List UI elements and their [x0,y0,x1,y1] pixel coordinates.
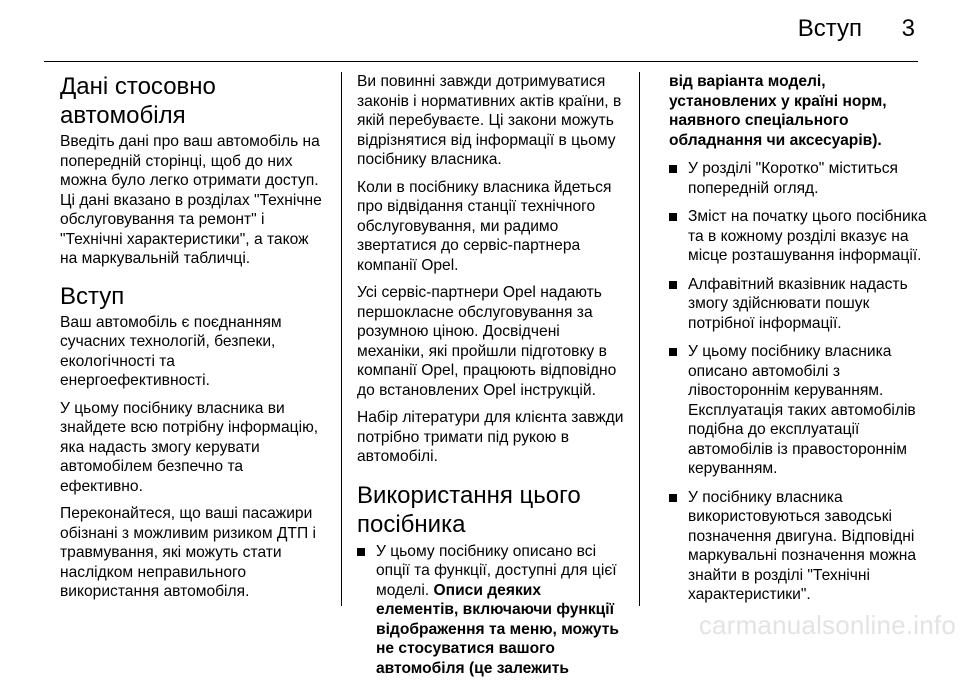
column-1 [60,72,328,610]
column-2 [357,72,625,687]
watermark: carmanualsonline.info [698,610,956,640]
page-header [0,0,960,62]
bullet-list [357,542,625,679]
column-divider-2 [639,72,640,606]
list-item [669,275,934,334]
bullet-square-icon [669,213,677,221]
bullet-text: У розділі "Коротко" міститься попередній огляд. [688,160,898,197]
page-number: 3 [901,15,915,42]
list-item [669,488,934,605]
paragraph: Введіть дані про ваш автомобіль на попередній сторінці, щоб до них можна було легко отримати доступ. Ці дані вказано в розділах "Технічне обслуговування та ремонт" і "Технічні характеристики", а також на маркувальній табличці. [60,133,322,267]
paragraph: Коли в посібнику власника йдеться про відвідання станції технічного обслуговування, ми радимо звертатися до сервіс-партнера компанії Opel. [357,178,612,274]
bullet-text: Зміст на початку цього посібника та в кожному розділі вказує на місце розташування інформації. [688,208,927,264]
bullet-text: Алфавітний вказівник надасть змогу здійснювати пошук потрібної інформації. [688,275,908,332]
list-item [669,342,934,479]
header-title: Вступ [797,15,862,42]
bold-continuation-text: від варіанта моделі, установлених у країні норм, наявного спеціального обладнання чи аксесуарів). [669,73,887,149]
paragraph: Набір літератури для клієнта завжди потрібно тримати під рукою в автомобілі. [357,409,624,465]
section-heading-using-manual: Використання цього посібника [357,481,581,538]
bullet-text: У цьому посібнику власника описано автомобілі з лівостороннім керуванням. Експлуатація таких автомобілів подібна до експлуатації автомобілів із правостороннім керуванням. [688,343,916,477]
list-item [669,159,934,198]
section-heading-vehicle-data: Дані стосовно автомобіля [60,73,216,129]
paragraph: Усі сервіс-партнери Opel надають першокласне обслуговування за розумною ціною. Досвідчені механіки, які пройшли підготовку в компанії Opel, працюють відповідно до встановлених Opel інструкцій. [357,284,617,399]
column-divider-1 [341,72,342,606]
header-divider [44,61,918,62]
bullet-bold-text: Описи деяких елементів, включаючи функції відображення та меню, можуть не стосуватися вашого автомобіля (це залежить [376,581,620,677]
bullet-text: У посібнику власника використовуються заводські позначення двигуна. Відповідні маркувальні позначення можна знайти в розділі "Технічні характеристики". [688,488,917,603]
section-heading-introduction: Вступ [60,282,125,310]
bullet-list [669,159,934,605]
paragraph: Ви повинні завжди дотримуватися законів і нормативних актів країни, в якій перебуваєте. Ці закони можуть відрізнятися від інформації в цьому посібнику власника. [357,73,622,168]
bullet-text: У цьому посібнику описано всі опції та функції, доступні для цієї моделі. [376,542,617,599]
bullet-square-icon [669,348,677,356]
bullet-square-icon [357,548,365,556]
paragraph: Ваш автомобіль є поєднанням сучасних технологій, безпеки, екологічності та енергоефективності. [60,313,282,389]
list-item [357,542,625,679]
bullet-square-icon [669,165,677,173]
paragraph: У цьому посібнику власника ви знайдете всю потрібну інформацію, яка надасть змогу керувати автомобілем безпечно та ефективно. [60,399,319,495]
paragraph: Переконайтеся, що ваші пасажири обізнані з можливим ризиком ДТП і травмування, які можуть стати наслідком неправильного використання автомобіля. [60,505,316,600]
bullet-square-icon [669,281,677,289]
bullet-square-icon [669,494,677,502]
column-3 [669,72,934,614]
list-item [669,207,934,266]
